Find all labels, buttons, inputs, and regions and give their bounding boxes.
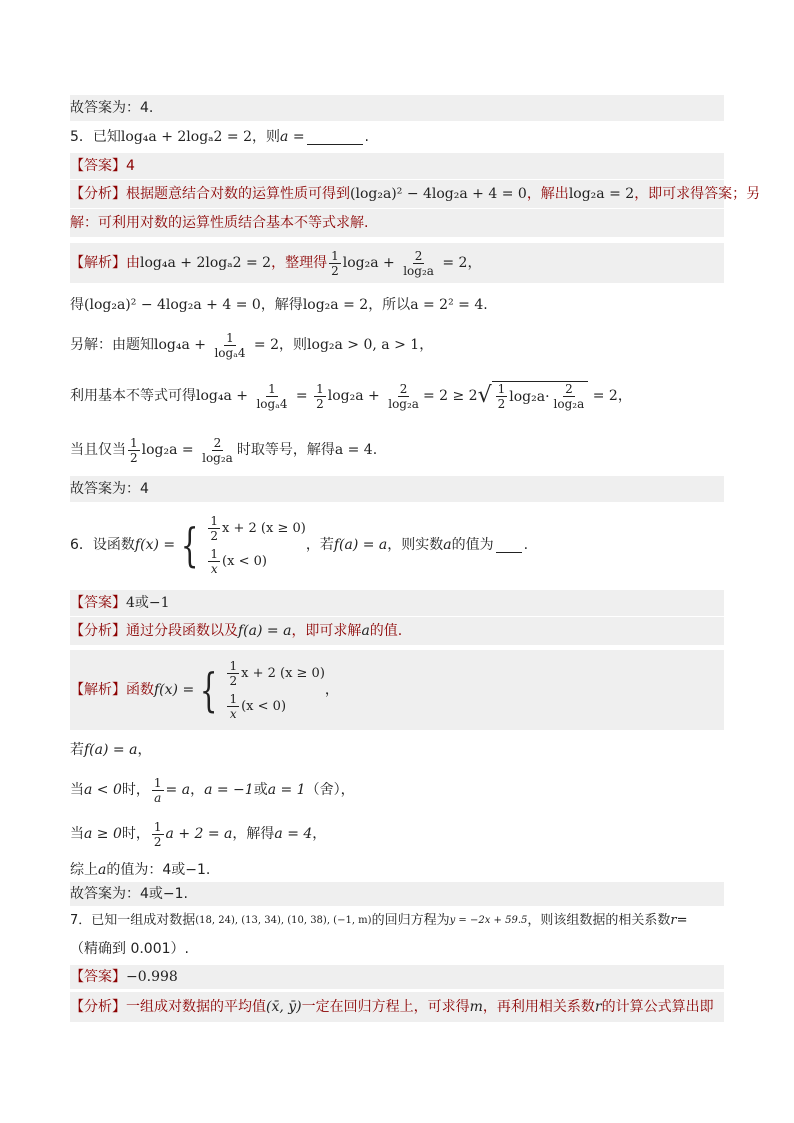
frac-num: 1 [268,381,276,396]
answer-value: −0.998 [126,969,178,985]
fraction-half [314,382,326,411]
math-a: a [361,623,370,639]
solution-text: 函数 [126,682,154,698]
q6-step-1 [70,737,724,763]
q5-analysis [70,180,761,208]
math-eq-a: = a [165,782,191,798]
eq-text: 当且仅当 [70,442,126,458]
fraction-2-log2a [386,382,421,411]
solution-tag: 【解析】 [70,682,126,698]
frac-num: 2 [414,248,423,263]
q6-answer [70,590,724,616]
math-fx: f(x) = [154,682,195,698]
q7-answer [70,965,724,989]
math-log2a-2: log₂a = 2 [568,186,635,202]
analysis-text: 通过分段函数以及 [126,623,238,639]
step-text: 当 [70,826,84,842]
frac-den: 2 [316,396,324,411]
step-text: 若 [70,742,84,758]
fraction-half [128,436,140,465]
step-text-2: ，解得 [260,297,303,313]
analysis-tag: 【分析】 [70,999,126,1015]
step-text: 得 [70,297,84,313]
frac-den: log₂a [388,396,419,411]
math-square-eq: (log₂a)² − 4log₂a + 4 = 0 [84,297,261,313]
question-5 [70,124,724,150]
math-a-ge-0: a ≥ 0 [84,826,122,842]
frac-num: 1 [226,330,234,345]
q6-analysis [70,617,724,645]
step-text-2: 时， [121,782,150,798]
math-fa: f(a) = a [84,742,138,758]
frac-num: 1 [331,248,339,263]
frac-num: 2 [399,381,408,396]
period: . [523,537,529,553]
q6-summary [70,858,724,882]
math-log2a-2: log₂a = 2 [302,297,369,313]
case-2: $\frac{1}{x}$ (x < 0) [229,692,287,721]
q6-step-2 [70,770,724,810]
answer-value: 4或−1 [126,595,170,611]
question-6 [70,510,724,580]
math-fa: f(a) = a [238,623,292,639]
eq-text-2: 时取等号，解得 [236,442,335,458]
q5-alt: 另解：由题知 log₄a + $\frac{1}{\text{logₐ4}}$ = 2 ，则 log₂a > 0, a > 1 ， [70,330,434,360]
math-half-a-eq: a + 2 = a [165,826,233,842]
answer-text: 故答案为：4. [70,100,154,116]
frac-den: log₂a [202,450,233,465]
case-2: $\frac{1}{x}$ (x < 0) [210,547,267,576]
answer-blank [307,130,363,145]
math-r: r [670,913,677,928]
answer-value: 4 [126,158,135,174]
q6-text-3: 的值为 [451,537,494,553]
q7-text: 7．已知一组成对数据 [70,913,196,928]
step-text-3: ，解得 [232,826,275,842]
comma: ， [467,255,482,271]
math-fa: f(a) = a [333,537,388,553]
alt-text-2: ，则 [279,337,308,353]
comma: ， [617,388,632,404]
alt-text: 另解：由题知 [70,337,154,353]
answer-tag: 【答案】 [70,158,126,174]
question-7-cont [70,936,724,962]
math-r: r [594,999,602,1015]
q5-inequality: 利用基本不等式可得 log₄a + $\frac{1}{\text{logₐ4}}$ = $\frac{1}{2}$ log₂a + $\frac{2}{\text{log₂a}}$ = 2 ≥ 2 √ $\frac{1}{2}$ log₂a· $\frac{2}{\text{log₂a}}$ = 2 ， [70,381,632,411]
question-7 [70,908,724,934]
q5-condition: log₄a + 2logₐ2 = 2 [120,129,253,145]
math-a-neg1: a = −1 [204,782,254,798]
comma: ， [312,826,327,842]
analysis-text-2: ，即可求解 [291,623,362,639]
solution-text: 由 [126,255,140,271]
math-regression: y = −2x + 59.5 [449,915,528,926]
q7-analysis [70,992,724,1022]
fraction-2-log2a [401,249,436,278]
answer-blank [496,538,522,553]
final-answer: 故答案为：4 [70,481,149,497]
analysis-text-4: 的计算公式算出即 [601,999,714,1015]
q6-text-2: ，则实数 [387,537,444,553]
comma: ， [419,337,434,353]
frac-den: logₐ4 [256,396,288,411]
solution-tag: 【解析】 [70,255,126,271]
answer-tag: 【答案】 [70,969,126,985]
comma: ， [137,742,152,758]
step-text-3: ，所以 [368,297,411,313]
q6-text: ，若 [305,537,334,553]
piecewise-function: { $\frac{1}{2}$ x + 2 (x ≥ 0) $\frac{1}{x}$ (x < 0) [200,659,325,721]
frac-num: 1 [316,381,324,396]
math-a-1: a = 1 [267,782,306,798]
q5-final [70,476,724,502]
analysis-text-3: ，即可求得答案；另 [634,186,761,202]
frac-den: 2 [331,263,339,278]
math-points: (18, 24), (13, 34), (10, 38), (−1, m) [195,915,372,926]
math-a-4: a = 2² = 4 [410,297,484,313]
q5-analysis-cont [70,209,724,237]
analysis-text-3: ，再利用相关系数 [482,999,595,1015]
q5-solution: 【解析】 由 log₄a + 2logₐ2 = 2 ，整理得 $\frac{1}{2}$ log₂a + $\frac{2}{\text{log₂a}}$ = 2 ， [70,243,724,283]
analysis-tag: 【分析】 [70,623,126,639]
math-log2a: log₂a [327,388,364,404]
q5-number: 5．已知 [70,129,121,145]
solution-text-2: ，整理得 [271,255,328,271]
q5-answer [70,153,724,179]
analysis-text-2: ，解出 [526,186,569,202]
ineq-text: 利用基本不等式可得 [70,388,196,404]
math-a-eq-4: a = 4 [274,826,313,842]
q5-a-eq: a = [280,129,305,145]
analysis-text: 一组成对数据的平均值 [126,999,266,1015]
frac-den: log₂a [403,263,434,278]
math-a-eq-4: a = 4 [334,442,373,458]
period: . [483,297,488,313]
math-fx: f(x) = [134,537,176,553]
analysis-text: 根据题意结合对数的运算性质可得到 [126,186,350,202]
answer-tag: 【答案】 [70,595,126,611]
frac-num: 2 [213,435,222,450]
q5-then: ，则 [252,129,281,145]
frac-num: 1 [130,435,138,450]
final-answer: 故答案为：4或−1. [70,886,188,902]
comma: ， [190,782,205,798]
math-mean: (x̄, ȳ) [266,999,302,1015]
q7-text-2: 的回归方程为 [371,913,450,928]
q6-final [70,882,724,906]
fraction-half: $\frac{1}{2}$ [153,819,162,849]
q7-text-3: ，则该组数据的相关系数 [527,913,671,928]
q6-solution [70,650,724,730]
discard-text: （舍）， [305,782,355,798]
analysis-text-2: 一定在回归方程上，可求得 [301,999,470,1015]
math-log2a: log₂a [141,442,178,458]
math-a: a [443,537,452,553]
equals: = [676,913,688,928]
frac-den: 2 [130,450,138,465]
q5-equality: 当且仅当 $\frac{1}{2}$ log₂a = $\frac{2}{\text{log₂a}}$ 时取等号，解得 a = 4 . [70,435,378,465]
q7-precision: （精确到 0.001）. [70,941,189,957]
fraction-1-loga4 [254,382,289,411]
step-text: 当 [70,782,84,798]
q5-step [70,291,724,319]
analysis-tag: 【分析】 [70,186,126,202]
case-1: $\frac{1}{2}$ x + 2 (x ≥ 0) [229,659,325,688]
math-a: a [98,862,107,878]
summary-text-2: 的值为：4或−1. [106,862,211,878]
answer-line [70,95,724,121]
math-square-eq: (log₂a)² − 4log₂a + 4 = 0 [350,186,527,202]
math-log2a: log₂a [342,255,379,271]
math-a-lt-0: a < 0 [84,782,122,798]
fraction-half [329,249,341,278]
fraction-1-a: $\frac{1}{a}$ [153,775,162,805]
analysis-text-cont: 解：可利用对数的运算性质结合基本不等式求解. [70,215,369,231]
sqrt-expression: √ $\frac{1}{2}$ log₂a· $\frac{2}{\text{log₂a}}$ [478,381,589,411]
math-condition: log₄a + 2logₐ2 = 2 [140,255,272,271]
math-cond: log₂a > 0, a > 1 [307,337,420,353]
math-ineq-mid: = 2 ≥ 2 [422,388,478,404]
q6-step-3 [70,814,724,854]
piecewise-function: { $\frac{1}{2}$ x + 2 (x ≥ 0) $\frac{1}{x}$ (x < 0) [180,514,306,576]
case-1: $\frac{1}{2}$ x + 2 (x ≥ 0) [210,514,306,543]
q6-number: 6．设函数 [70,537,135,553]
or-text: 或 [253,782,268,798]
comma: ， [324,682,339,698]
period: . [372,442,378,458]
math-m: m [469,999,483,1015]
summary-text: 综上 [70,862,98,878]
frac-den: logₐ4 [214,345,246,360]
fraction-1-loga4 [212,331,247,360]
fraction-2-log2a [200,436,235,465]
analysis-text-3: 的值. [369,623,403,639]
step-text-2: 时， [121,826,150,842]
q5-period: . [364,129,369,145]
